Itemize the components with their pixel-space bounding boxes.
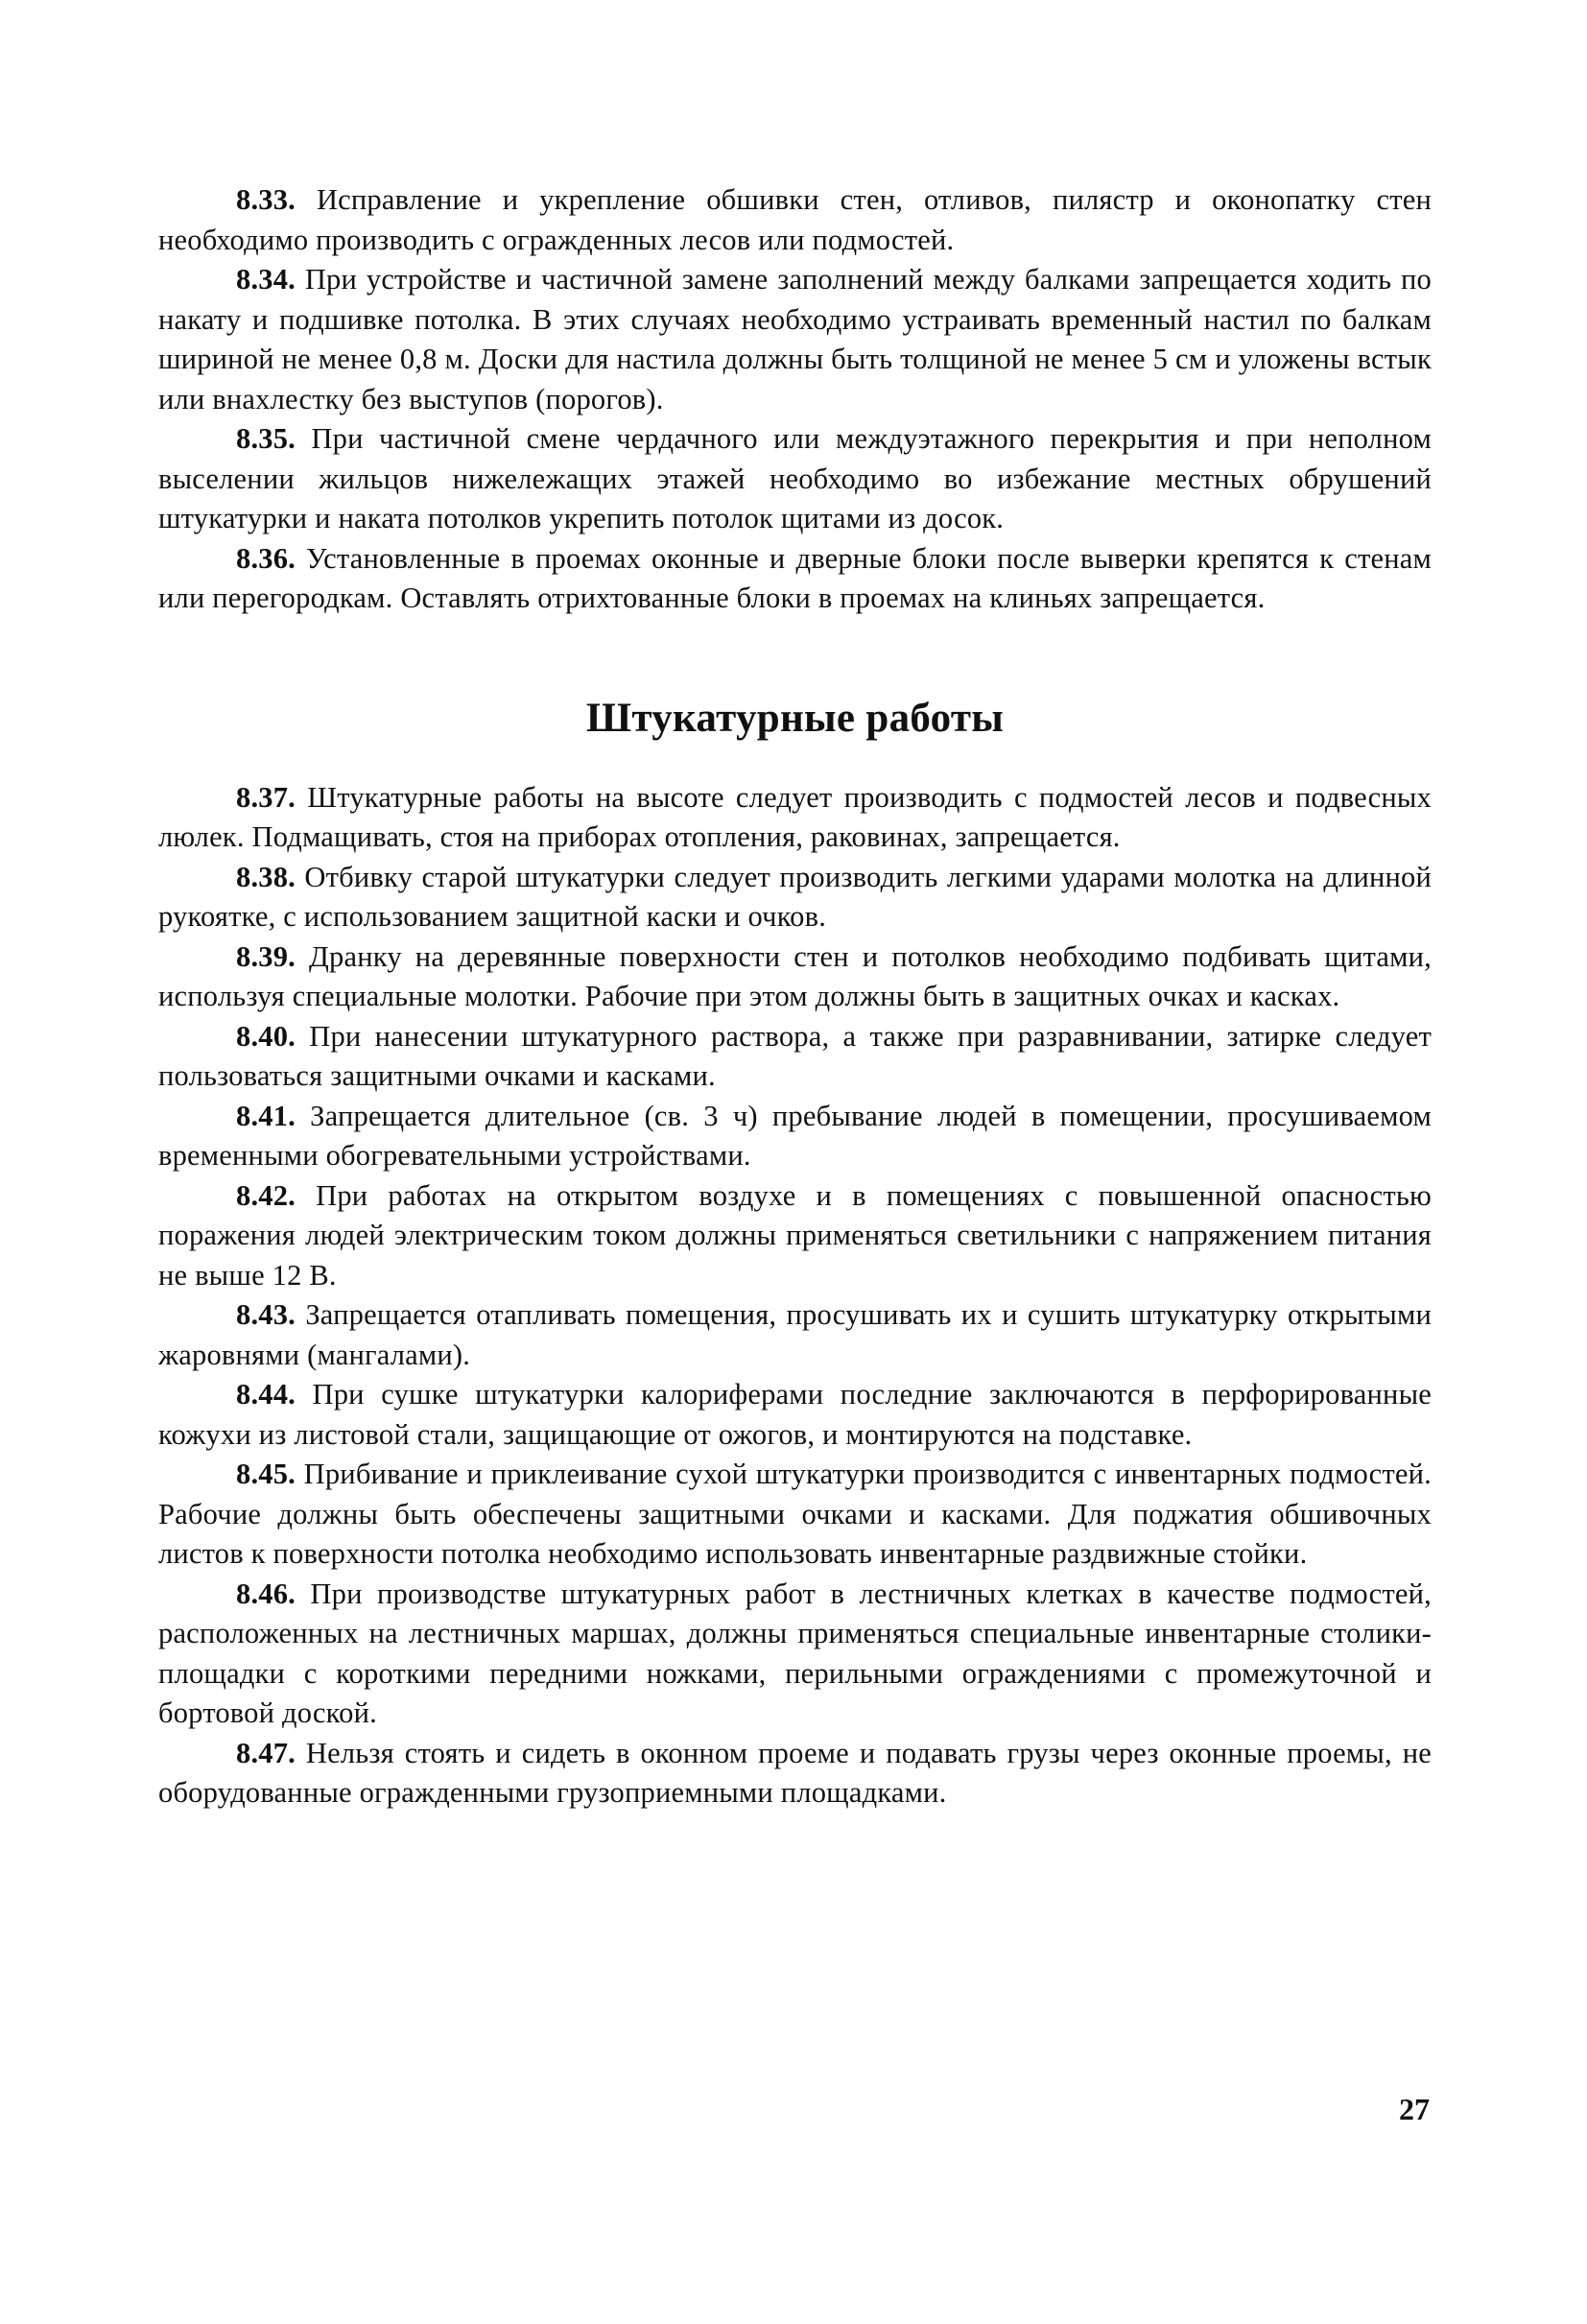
paragraph-8-44 — [158, 1375, 1432, 1455]
paragraph-number: 8.38. — [236, 860, 296, 893]
paragraph-8-45 — [158, 1455, 1432, 1575]
paragraph-number: 8.40. — [236, 1019, 296, 1053]
paragraph-text: Нельзя стоять и сидеть в оконном проеме и подавать грузы через оконные проемы, не оборудованные огражденными грузоприемными площадками. — [158, 1736, 1432, 1809]
paragraph-8-43 — [158, 1295, 1432, 1375]
paragraph-8-35 — [158, 419, 1432, 539]
paragraph-number: 8.37. — [236, 780, 296, 814]
paragraph-8-37 — [158, 778, 1432, 858]
paragraph-text: При частичной смене чердачного или междуэтажного перекрытия и при неполном выселении жильцов нижележащих этажей необходимо во избежание местных обрушений штукатурки и наката потолков укрепить потолок щитами из досок. — [158, 422, 1432, 534]
paragraph-text: При сушке штукатурки калориферами последние заключаются в перфорированные кожухи из листовой стали, защищающие от ожогов, и монтируются на подставке. — [158, 1378, 1432, 1451]
paragraph-8-33 — [158, 180, 1432, 260]
paragraph-8-41 — [158, 1097, 1432, 1176]
paragraph-number: 8.44. — [236, 1378, 296, 1411]
paragraph-8-39 — [158, 937, 1432, 1017]
paragraph-number: 8.35. — [236, 422, 296, 455]
paragraph-number: 8.46. — [236, 1577, 296, 1610]
paragraph-number: 8.43. — [236, 1298, 296, 1331]
paragraph-text: При производстве штукатурных работ в лестничных клетках в качестве подмостей, расположенных на лестничных маршах, должны применяться специальные инвентарные столики-площадки с короткими передними ножками, перильными ограждениями с промежуточной и бортовой доской. — [158, 1577, 1432, 1729]
paragraph-number: 8.33. — [236, 183, 296, 216]
paragraph-number: 8.45. — [236, 1458, 296, 1490]
paragraph-number: 8.36. — [236, 541, 296, 575]
paragraph-number: 8.39. — [236, 939, 296, 973]
paragraph-text: Исправление и укрепление обшивки стен, отливов, пилястр и оконопатку стен необходимо производить с огражденных лесов или подмостей. — [158, 183, 1432, 256]
paragraph-text: Прибивание и приклеивание сухой штукатурки производится с инвентарных подмостей. Рабочие должны быть обеспечены защитными очками и касками. Для поджатия обшивочных листов к поверхности потолка необходимо использовать инвентарные раздвижные стойки. — [158, 1458, 1432, 1570]
paragraph-text: Установленные в проемах оконные и дверные блоки после выверки крепятся к стенам или перегородкам. Оставлять отрихтованные блоки в проемах на клиньях запрещается. — [158, 541, 1432, 614]
paragraph-text: При нанесении штукатурного раствора, а также при разравнивании, затирке следует пользоваться защитными очками и касками. — [158, 1019, 1432, 1092]
paragraph-text: Дранку на деревянные поверхности стен и потолков необходимо подбивать щитами, используя специальные молотки. Рабочие при этом должны быть в защитных очках и касках. — [158, 939, 1432, 1012]
paragraph-8-34 — [158, 260, 1432, 419]
paragraph-number: 8.34. — [236, 263, 296, 296]
paragraph-text: При работах на открытом воздухе и в помещениях с повышенной опасностью поражения людей электрическим током должны применяться светильники с напряжением питания не выше 12 В. — [158, 1178, 1432, 1292]
paragraph-text: Запрещается отапливать помещения, просушивать их и сушить штукатурку открытыми жаровнями (мангалами). — [158, 1298, 1432, 1371]
paragraph-text: Отбивку старой штукатурки следует производить легкими ударами молотка на длинной рукоятке, с использованием защитной каски и очков. — [158, 860, 1432, 933]
paragraph-text: Запрещается длительное (св. 3 ч) пребывание людей в помещении, просушиваемом временными обогревательными устройствами. — [158, 1099, 1432, 1172]
paragraph-text: При устройстве и частичной замене заполнений между балками запрещается ходить по накату и подшивке потолка. В этих случаях необходимо устраивать временный настил по балкам шириной не менее 0,8 м. Доски для настила должны быть толщиной не менее 5 см и уложены встык или внахлестку без выступов (порогов). — [158, 263, 1432, 415]
paragraph-8-40 — [158, 1017, 1432, 1097]
paragraph-number: 8.47. — [236, 1736, 296, 1769]
paragraph-8-47 — [158, 1734, 1432, 1814]
paragraph-8-42 — [158, 1176, 1432, 1296]
paragraph-text: Штукатурные работы на высоте следует производить с подмостей лесов и подвесных люлек. Подмащивать, стоя на приборах отопления, раковинах, запрещается. — [158, 780, 1432, 853]
page-number: 27 — [1399, 2092, 1430, 2126]
document-page — [158, 180, 1432, 1814]
paragraph-number: 8.41. — [236, 1099, 296, 1132]
paragraph-8-46 — [158, 1575, 1432, 1734]
paragraph-number: 8.42. — [236, 1178, 296, 1212]
paragraph-8-38 — [158, 858, 1432, 937]
paragraph-8-36 — [158, 539, 1432, 619]
section-heading: Штукатурные работы — [585, 695, 1005, 741]
